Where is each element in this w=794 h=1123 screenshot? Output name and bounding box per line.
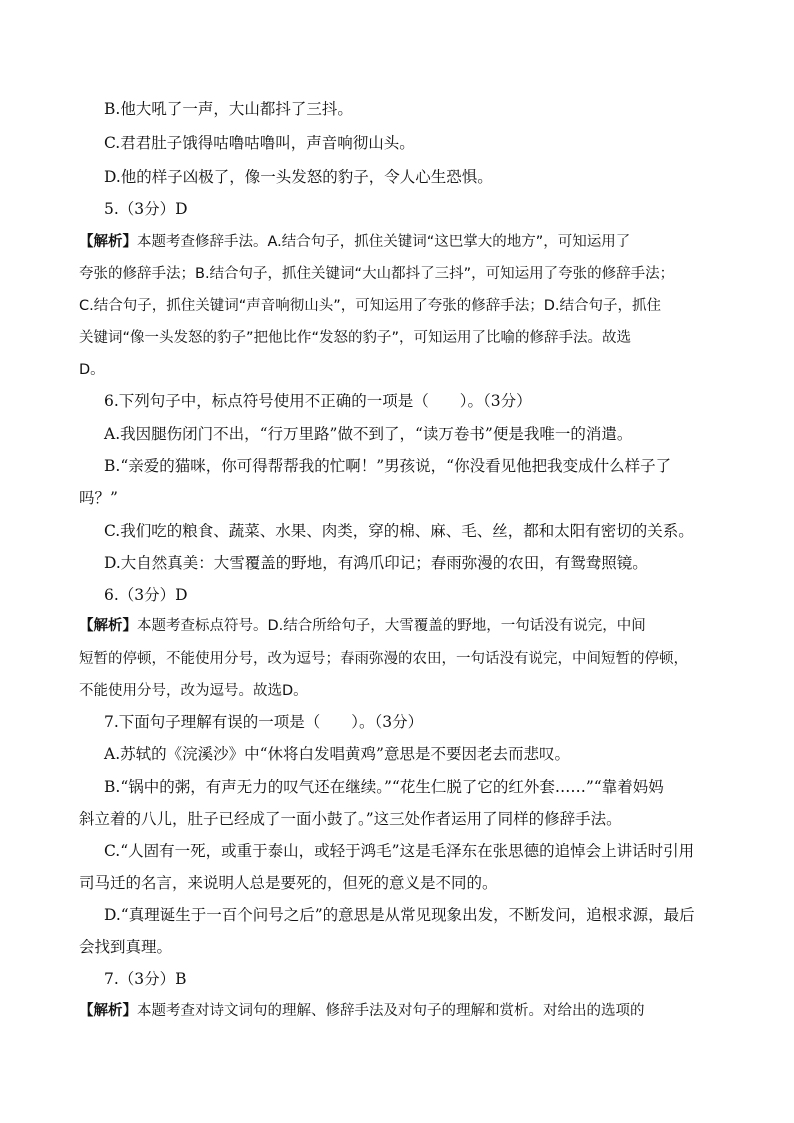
option-7b-line-2: 斜立着的八儿，肚子已经成了一面小鼓了。”这三处作者运用了同样的修辞手法。 [79, 810, 622, 828]
option-6a: A.我因腿伤闭门不出，“行万里路”做不到了，“读万卷书”便是我唯一的消遣。 [104, 425, 633, 443]
answer-6: 6.（3分）D [104, 586, 188, 604]
explanation-5-line-2: 夸张的修辞手法；B.结合句子，抓住关键词“大山都抖了三抖”，可知运用了夸张的修辞手法； [79, 266, 675, 282]
question-6: 6.下列句子中，标点符号使用不正确的一项是（ ）。（3分） [104, 392, 532, 410]
option-5b: B.他大吼了一声，大山都抖了三抖。 [104, 100, 353, 118]
explanation-5-line-4: 关键词“像一头发怒的豹子”把他比作“发怒的豹子”，可知运用了比喻的修辞手法。故选 [79, 330, 632, 346]
option-7c-line-2: 司马迁的名言，来说明人总是要死的，但死的意义是不同的。 [79, 874, 498, 892]
option-6b-line-1: B.“亲爱的猫咪，你可得帮帮我的忙啊！”男孩说，“你没看见他把我变成什么样子了 [104, 457, 672, 475]
explanation-5-line-5: D。 [79, 362, 105, 378]
option-6b-line-2: 吗？” [79, 489, 118, 507]
option-5d: D.他的样子凶极了，像一头发怒的豹子，令人心生恐惧。 [104, 168, 493, 186]
option-7b-line-1: B.“锅中的粥，有声无力的叹气还在继续。”“花生仁脱了它的红外套……”“靠着妈妈 [104, 778, 664, 796]
option-7a: A.苏轼的《浣溪沙》中“休将白发唱黄鸡”意思是不要因老去而悲叹。 [104, 745, 570, 763]
option-7c-line-1: C.“人固有一死，或重于泰山，或轻于鸿毛”这是毛泽东在张思德的追悼会上讲话时引用 [104, 842, 695, 860]
explanation-5-line-3: C.结合句子，抓住关键词“声音响彻山头”，可知运用了夸张的修辞手法；D.结合句子，抓住 [79, 298, 662, 314]
explanation-6-line-2: 短暂的停顿，不能使用分号，改为逗号；春雨弥漫的农田，一句话没有说完，中间短暂的停顿， [79, 651, 688, 667]
question-7: 7.下面句子理解有误的一项是（ ）。（3分） [104, 713, 424, 731]
answer-5: 5.（3分）D [104, 200, 188, 218]
answer-7: 7.（3分）B [104, 970, 187, 988]
explanation-7-line-1: 【解析】本题考查对诗文词句的理解、修辞手法及对句子的理解和赏析。对给出的选项的 [79, 1003, 645, 1019]
explanation-6-line-1: 【解析】本题考查标点符号。D.结合所给句子，大雪覆盖的野地，一句话没有说完，中间 [79, 618, 646, 634]
option-7d-line-2: 会找到真理。 [79, 938, 173, 956]
explanation-6-line-3: 不能使用分号，改为逗号。故选D。 [79, 683, 308, 699]
option-5c: C.君君肚子饿得咕噜咕噜叫，声音响彻山头。 [104, 134, 415, 152]
explanation-5-line-1: 【解析】本题考查修辞手法。A.结合句子，抓住关键词“这巴掌大的地方”，可知运用了 [79, 234, 631, 250]
option-6c: C.我们吃的粮食、蔬菜、水果、肉类，穿的棉、麻、毛、丝，都和太阳有密切的关系。 [104, 522, 694, 540]
explanation-tag: 【解析】 [79, 618, 137, 634]
explanation-tag: 【解析】 [79, 234, 137, 250]
explanation-tag: 【解析】 [79, 1003, 137, 1019]
option-7d-line-1: D.“真理诞生于一百个问号之后”的意思是从常见现象出发，不断发问，追根求源，最后 [104, 906, 695, 924]
option-6d: D.大自然真美：大雪覆盖的野地，有鸿爪印记；春雨弥漫的农田，有鸳鸯照镜。 [104, 554, 648, 572]
